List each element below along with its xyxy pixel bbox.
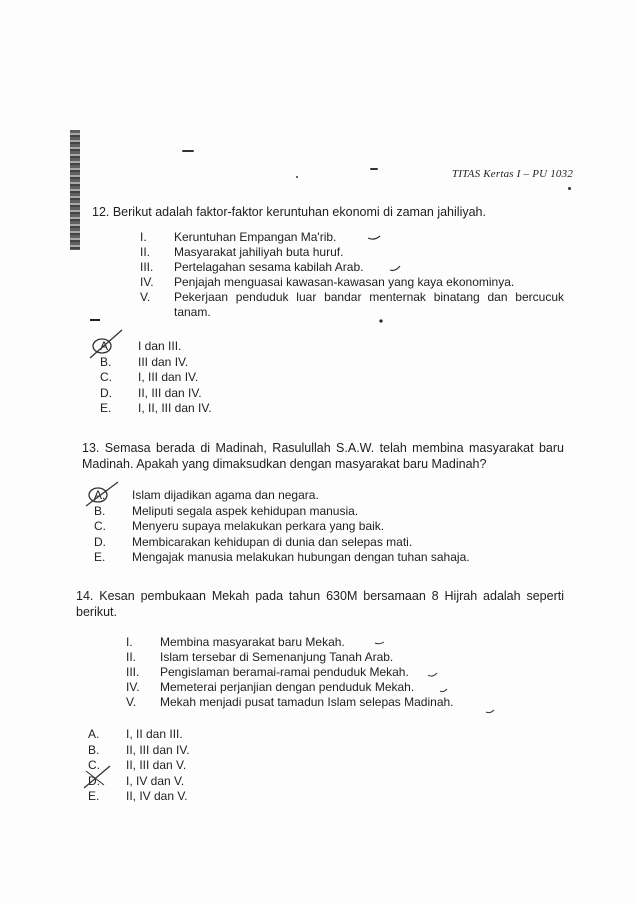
answer-option-a[interactable]: A. Islam dijadikan agama dan negara. bbox=[94, 488, 319, 502]
answer-option-a[interactable]: A. I, II dan III. bbox=[88, 727, 183, 741]
list-item: II. Masyarakat jahiliyah buta huruf. bbox=[140, 245, 344, 259]
answer-option-a[interactable]: A. I dan III. bbox=[100, 339, 182, 353]
answer-option-d[interactable]: D. Membicarakan kehidupan di dunia dan selepas mati. bbox=[94, 534, 413, 549]
answer-option-c[interactable]: C. I, III dan IV. bbox=[100, 370, 199, 384]
answer-option-b[interactable]: B. II, III dan IV. bbox=[88, 742, 190, 757]
list-item: V. Mekah menjadi pusat tamadun Islam selepas Madinah. bbox=[126, 695, 454, 709]
question-12-options bbox=[100, 339, 400, 417]
question-14-items bbox=[126, 635, 546, 710]
question-14-options bbox=[88, 727, 388, 805]
list-item: I. Keruntuhan Empangan Ma'rib. bbox=[140, 230, 337, 244]
scan-speck bbox=[182, 150, 194, 152]
scan-edge-artifact bbox=[70, 130, 80, 250]
scan-speck bbox=[568, 187, 571, 190]
answer-option-d[interactable]: D. II, III dan IV. bbox=[100, 385, 202, 400]
question-12-stem bbox=[92, 204, 562, 220]
question-14-text: 14. Kesan pembukaan Mekah pada tahun 630M bersamaan 8 Hijrah adalah seperti berikut. bbox=[76, 589, 564, 619]
list-item: IV. Memeterai perjanjian dengan penduduk Mekah. bbox=[126, 680, 415, 694]
answer-option-b[interactable]: B. Meliputi segala aspek kehidupan manusia. bbox=[94, 503, 359, 518]
question-12-items bbox=[140, 230, 580, 320]
list-item: II. Islam tersebar di Semenanjung Tanah Arab. bbox=[126, 650, 394, 664]
answer-option-e[interactable]: E. I, II, III dan IV. bbox=[100, 401, 212, 415]
answer-option-c[interactable]: C. II, III dan V. bbox=[88, 758, 187, 772]
list-item: IV. Penjajah menguasai kawasan-kawasan yang kaya ekonominya. bbox=[140, 275, 515, 289]
answer-option-b[interactable]: B. III dan IV. bbox=[100, 354, 189, 369]
answer-option-d[interactable]: D. I, IV dan V. bbox=[88, 773, 185, 788]
answer-option-e[interactable]: E. II, IV dan V. bbox=[88, 789, 188, 803]
question-13-text: 13. Semasa berada di Madinah, Rasulullah S.A.W. telah membina masyarakat baru Madinah. Apakah yang dimaksudkan dengan masyarakat baru Madinah? bbox=[82, 441, 564, 471]
question-12-text: 12. Berikut adalah faktor-faktor keruntuhan ekonomi di zaman jahiliyah. bbox=[92, 205, 486, 219]
list-item: III. Pengislaman beramai-ramai penduduk Mekah. bbox=[126, 665, 409, 679]
answer-option-c[interactable]: C. Menyeru supaya melakukan perkara yang baik. bbox=[94, 519, 385, 533]
tick-mark-icon bbox=[486, 710, 494, 713]
scan-speck bbox=[296, 176, 298, 178]
page-header: TITAS Kertas I – PU 1032 bbox=[452, 168, 574, 180]
answer-option-e[interactable]: E. Mengajak manusia melakukan hubungan dengan tuhan sahaja. bbox=[94, 550, 470, 564]
list-item: III. Pertelagahan sesama kabilah Arab. bbox=[140, 260, 364, 274]
list-item: I. Membina masyarakat baru Mekah. bbox=[126, 635, 345, 649]
question-13-stem bbox=[82, 440, 564, 472]
scan-speck bbox=[370, 168, 378, 170]
list-item: V. Pekerjaan penduduk luar bandar menternak binatang dan bercucuk tanam. bbox=[140, 290, 564, 319]
question-13-options bbox=[94, 488, 534, 566]
question-14-stem bbox=[76, 588, 564, 620]
